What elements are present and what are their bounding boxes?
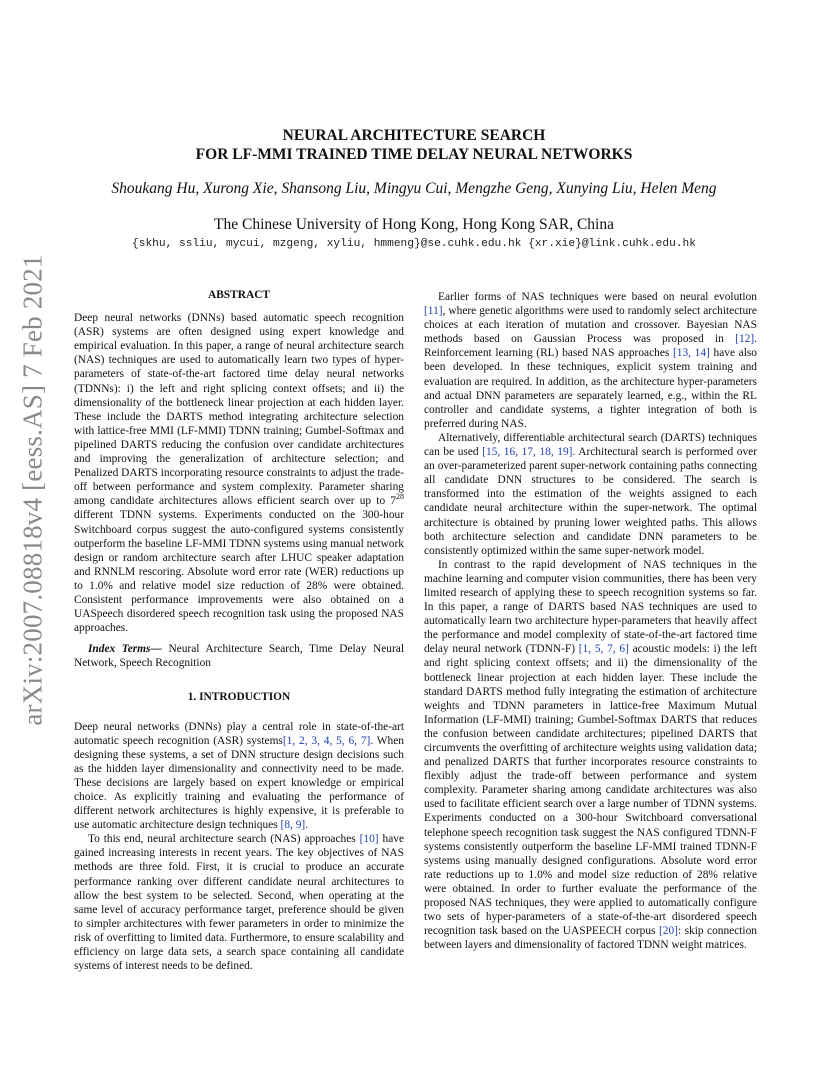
citation-link[interactable]: [13, 14] <box>672 347 710 360</box>
author-list: Shoukang Hu, Xurong Xie, Shansong Liu, Mingyu Cui, Mengzhe Geng, Xunying Liu, Helen Meng <box>111 180 717 197</box>
abstract-superscript: 28 <box>396 492 404 502</box>
right-p1-text-d: have also been developed. In these techniques, explicit system training and evaluation are required. In addition, as the architecture hyper-parameters and actual DNN parameters are separately learned, e.g., within the RL controller and candidate systems, a tighter integration of both is preferred during NAS. <box>424 347 758 430</box>
right-p1-text-b: , where genetic algorithms were used to randomly select architecture choices at each iteration of mutation and crossover. Bayesian NAS methods based on Gaussian Process was proposed in <box>424 305 757 346</box>
citation-link[interactable]: [20] <box>658 925 678 938</box>
left-column <box>74 288 404 973</box>
index-terms-text: Neural Architecture Search, Time Delay Neural Network, Speech Recognition <box>74 643 404 670</box>
intro-paragraph-1 <box>74 720 404 833</box>
right-paragraph-3 <box>424 558 757 953</box>
section-heading-intro: 1. INTRODUCTION <box>187 691 291 704</box>
citation-link[interactable]: [11] <box>424 305 443 318</box>
abstract-heading: ABSTRACT <box>207 289 271 301</box>
intro-p1-text-a: Deep neural networks (DNNs) play a central role in state-of-the-art automatic speech recognition (ASR) systems <box>74 720 404 747</box>
index-terms <box>74 642 404 670</box>
right-column <box>424 290 757 952</box>
abstract-text-b: different TDNN systems. Experiments conducted on the 300-hour Switchboard corpus suggest the auto-configured systems consistently outperform the baseline LF-MMI TDNN systems using manual network design or random architecture search after LHUC speaker adaptation and RNNLM rescoring. Absolute word error rate (WER) reductions up to 1.0% and relative model size reduction of 28% were obtained. Consistent performance improvements were also obtained on a UASpeech disordered speech recognition task using the proposed NAS approaches. <box>74 509 404 635</box>
email-addresses: {skhu, ssliu, mycui, mzgeng, xyliu, hmmeng}@se.cuhk.edu.hk {xr.xie}@link.cuhk.edu.hk <box>132 238 696 250</box>
intro-p2-text-b: have gained increasing interests in recent years. The key objectives of NAS methods are three fold. First, it is crucial to produce an accurate performance ranking over different candidate neural architectures to allow the best system to be selected. Second, when operating at the same level of accuracy performance target, preference should be given to simpler architectures with fewer parameters in order to minimize the risk of overfitting to limited data. Furthermore, to ensure scalability and efficiency on large data sets, a search space containing all candidate systems of interest needs to be defined. <box>74 833 404 973</box>
citation-link[interactable]: [12] <box>735 333 755 346</box>
affiliation: The Chinese University of Hong Kong, Hong Kong SAR, China <box>214 216 614 233</box>
abstract-body <box>74 311 404 635</box>
index-terms-label: Index Terms— <box>88 643 162 656</box>
citation-link[interactable]: [1, 2, 3, 4, 5, 6, 7] <box>282 734 371 747</box>
right-p2-text-b: . Architectural search is performed over an over-parameterized parent super-network containing paths connecting all candidate DNN structures to be considered. The search is transformed into the estimation of the weights assigned to each candidate neural architecture within the super-network. The optimal architecture is obtained by pruning lower weighted paths. This allows both architecture selection and candidate DNN parameters to be consistently optimized within the same super-network model. <box>424 446 758 557</box>
right-p1-text-a: Earlier forms of NAS techniques were based on neural evolution <box>438 291 757 303</box>
right-p3-text-a: In contrast to the rapid development of NAS techniques in the machine learning and computer vision communities, there has been very limited research of applying these to speech recognition systems so far. In this paper, a range of DARTS based NAS techniques are used to automatically learn two architecture hyper-parameters that heavily affect the performance and model complexity of state-of-the-art factored time delay neural network (TDNN-F) <box>424 558 757 656</box>
abstract-text-a: Deep neural networks (DNNs) based automatic speech recognition (ASR) systems are often designed using expert knowledge and empirical evaluation. In this paper, a range of neural architecture search (NAS) techniques are used to automatically learn two types of hyper-parameters of state-of-the-art factored time delay neural networks (TDNNs): i) the left and right splicing context offsets; and ii) the dimensionality of the bottleneck linear projection at each hidden layer. These include the DARTS method integrating architecture selection with lattice-free MMI (LF-MMI) TDNN training; Gumbel-Softmax and pipelined DARTS reducing the confusion over candidate architectures and improving the generalization of architecture selection; and Penalized DARTS incorporating resource constraints to adjust the trade-off between performance and system complexity. Parameter sharing among candidate architectures allows efficient search over up to 7 <box>74 312 404 508</box>
title-line-1: NEURAL ARCHITECTURE SEARCH <box>282 127 546 144</box>
citation-link[interactable]: [1, 5, 7, 6] <box>578 643 629 656</box>
right-p3-text-c: : skip connection between layers and dimensionality of factored TDNN weight matrices. <box>424 925 757 952</box>
arxiv-sidebar-stamp <box>8 254 58 726</box>
right-paragraph-2 <box>424 431 757 558</box>
intro-paragraph-2 <box>74 832 404 973</box>
arxiv-id: arXiv:2007.08818v4 [eess.AS] 7 Feb 2021 <box>17 254 48 726</box>
right-p3-text-b: acoustic models: i) the left and right splicing context offsets; and ii) the dimensionality of the bottleneck linear projection at each hidden layer. These include the standard DARTS method fully integrating the estimation of architecture weights and TDNN parameters in lattice-free Maximum Mutual Information (LF-MMI) training; Gumbel-Softmax DARTS that reduces the confusion between candidate architectures; pipelined DARTS that circumvents the overfitting of architecture weights using validation data; and penalized DARTS that further incorporates resource constraints to flexibly adjust the trade-off between performance and system complexity. Parameter sharing among candidate architectures was also used to facilitate efficient search over a large number of TDNN systems. Experiments conducted on a 300-hour Switchboard conversational telephone speech recognition task suggest the NAS configured TDNN-F systems consistently outperform the baseline LF-MMI trained TDNN-F systems using manually designed configurations. Absolute word error rate reductions up to 1.0% and model size reduction of 28% relative were obtained. In order to further evaluate the performance of the proposed NAS techniques, they were applied to automatically configure two sets of hyper-parameters of a state-of-the-art disordered speech recognition task based on the UASPEECH corpus <box>424 643 757 938</box>
right-p1-text-c: . Reinforcement learning (RL) based NAS approaches <box>424 333 757 360</box>
right-p2-text-a: Alternatively, differentiable architectural search (DARTS) techniques can be used <box>424 431 757 459</box>
paper-title <box>0 126 828 164</box>
right-paragraph-1 <box>424 290 757 431</box>
intro-p1-text-c: . <box>305 819 309 832</box>
intro-p1-text-b: . When designing these systems, a set of DNN structure design decisions such as the hidden layer dimensionality and connectivity need to be made. These decisions are largely based on expert knowledge or empirical choice. As explicitly training and evaluating the performance of different network architectures is highly expensive, it is preferable to use automatic architecture design techniques <box>74 734 404 832</box>
title-line-2: FOR LF-MMI TRAINED TIME DELAY NEURAL NETWORKS <box>195 146 633 163</box>
citation-link[interactable]: [8, 9] <box>280 819 306 832</box>
citation-link[interactable]: [10] <box>359 833 379 846</box>
citation-link[interactable]: [15, 16, 17, 18, 19] <box>482 446 573 459</box>
intro-p2-text-a: To this end, neural architecture search (NAS) approaches <box>88 833 360 846</box>
